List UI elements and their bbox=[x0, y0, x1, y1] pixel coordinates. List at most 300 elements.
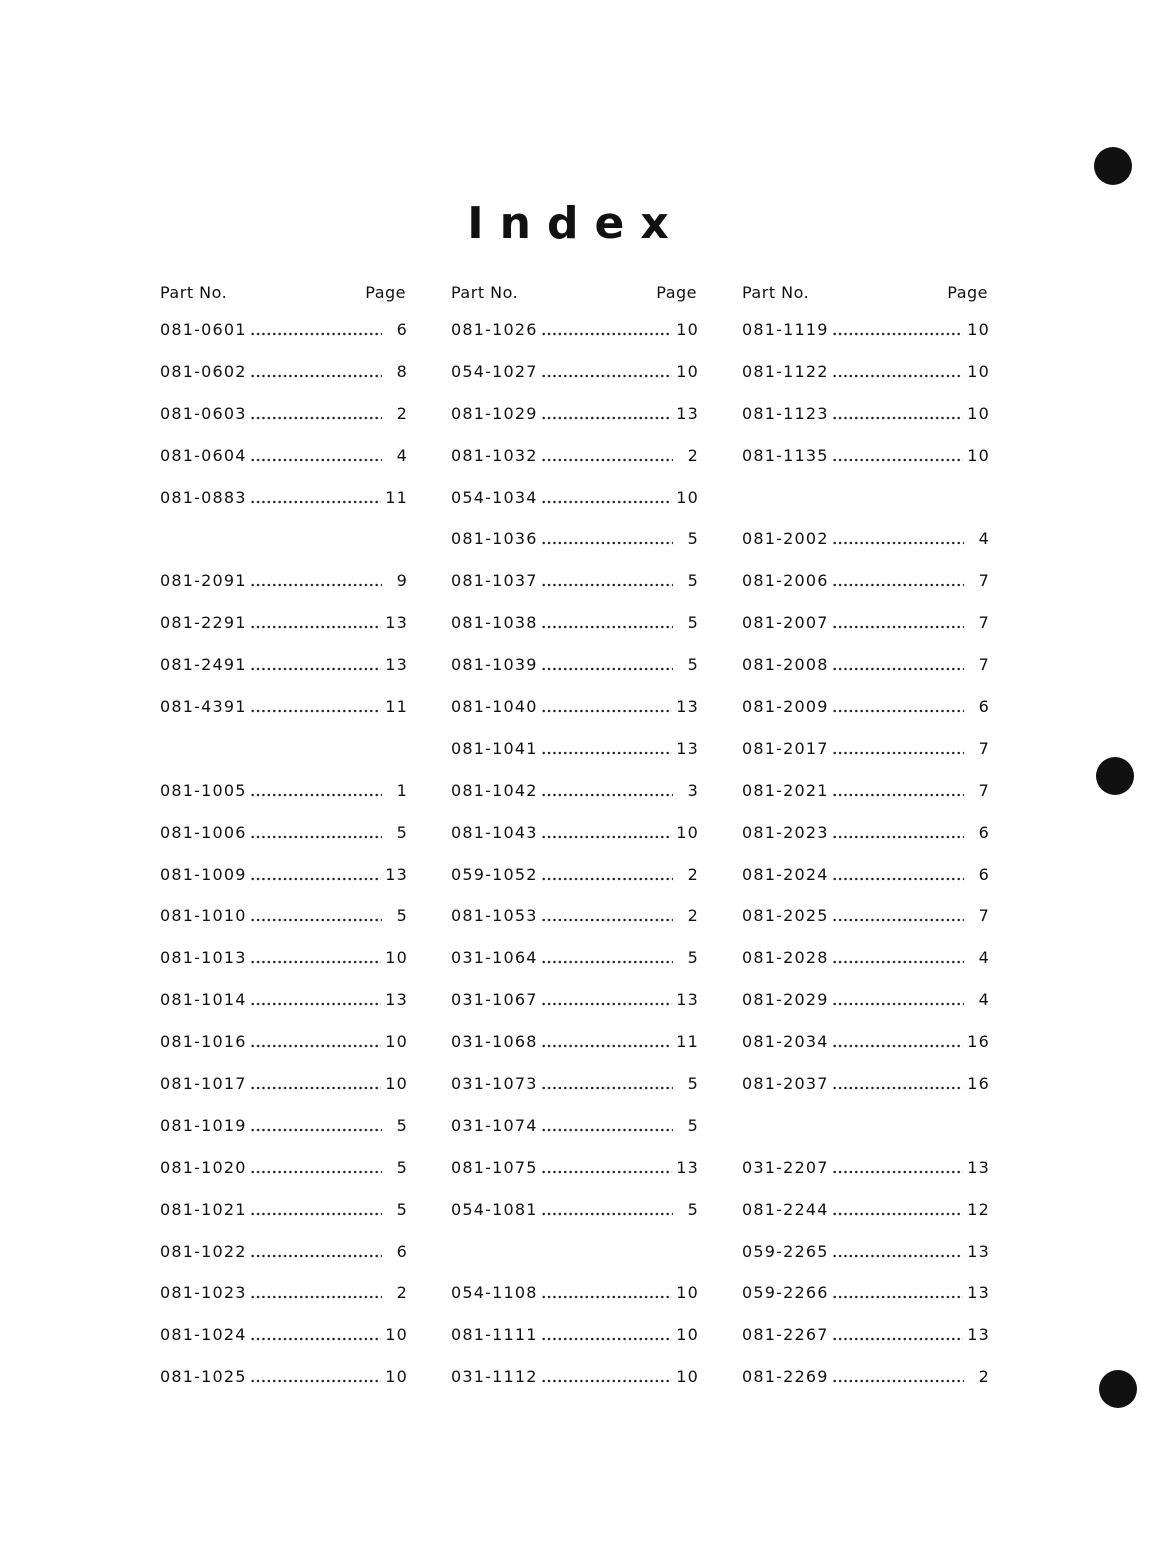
index-rows bbox=[451, 320, 699, 1409]
index-entry bbox=[451, 529, 699, 571]
part-number: 081-2008 bbox=[742, 655, 829, 675]
punch-hole-middle bbox=[1096, 757, 1134, 795]
index-entry bbox=[160, 488, 408, 530]
dot-leader bbox=[541, 915, 673, 925]
part-number: 031-2207 bbox=[742, 1157, 829, 1177]
part-number: 031-1068 bbox=[451, 1032, 538, 1052]
part-number: 081-1005 bbox=[160, 780, 247, 800]
part-number: 081-2267 bbox=[742, 1325, 829, 1345]
dot-leader bbox=[832, 957, 964, 967]
dot-leader bbox=[250, 371, 382, 381]
index-entry bbox=[742, 739, 990, 781]
index-spacer bbox=[160, 529, 408, 571]
part-number: 081-1021 bbox=[160, 1199, 247, 1219]
page-number: 5 bbox=[687, 655, 699, 675]
index-entry bbox=[451, 1283, 699, 1325]
page-number: 6 bbox=[978, 864, 990, 884]
page-number: 5 bbox=[687, 1199, 699, 1219]
page-number: 2 bbox=[687, 864, 699, 884]
index-entry bbox=[160, 1116, 408, 1158]
part-number: 031-1112 bbox=[451, 1367, 538, 1387]
page-number: 10 bbox=[676, 822, 699, 842]
part-number: 054-1027 bbox=[451, 361, 538, 381]
index-entry bbox=[451, 697, 699, 739]
index-entry bbox=[742, 1158, 990, 1200]
part-number: 081-2491 bbox=[160, 655, 247, 675]
index-rows bbox=[742, 320, 990, 1409]
part-number: 081-1075 bbox=[451, 1157, 538, 1177]
dot-leader bbox=[541, 538, 673, 548]
index-entry bbox=[160, 655, 408, 697]
page-number: 5 bbox=[396, 822, 408, 842]
index-entry bbox=[451, 362, 699, 404]
page-number: 13 bbox=[967, 1157, 990, 1177]
dot-leader bbox=[541, 580, 673, 590]
page-number: 6 bbox=[978, 697, 990, 717]
index-entry bbox=[742, 446, 990, 488]
part-number: 081-1040 bbox=[451, 697, 538, 717]
dot-leader bbox=[541, 413, 673, 423]
page-number: 7 bbox=[978, 780, 990, 800]
index-entry bbox=[160, 446, 408, 488]
index-entry bbox=[160, 1158, 408, 1200]
page-number: 2 bbox=[396, 403, 408, 423]
page-number: 10 bbox=[385, 1032, 408, 1052]
part-number: 081-2021 bbox=[742, 780, 829, 800]
part-number: 081-1023 bbox=[160, 1283, 247, 1303]
dot-leader bbox=[832, 580, 964, 590]
part-number: 081-1135 bbox=[742, 445, 829, 465]
index-entry bbox=[451, 571, 699, 613]
page-number: 10 bbox=[967, 361, 990, 381]
part-number: 081-0602 bbox=[160, 361, 247, 381]
dot-leader bbox=[250, 622, 382, 632]
index-entry bbox=[742, 613, 990, 655]
dot-leader bbox=[541, 329, 673, 339]
part-number: 081-2002 bbox=[742, 529, 829, 549]
index-entry bbox=[742, 529, 990, 571]
dot-leader bbox=[832, 1251, 964, 1261]
part-number: 081-1029 bbox=[451, 403, 538, 423]
page-number: 13 bbox=[385, 613, 408, 633]
index-entry bbox=[160, 1200, 408, 1242]
index-entry bbox=[742, 362, 990, 404]
part-number: 059-2265 bbox=[742, 1241, 829, 1261]
page-number: 13 bbox=[676, 697, 699, 717]
index-entry bbox=[451, 906, 699, 948]
dot-leader bbox=[832, 664, 964, 674]
part-number: 081-1017 bbox=[160, 1074, 247, 1094]
index-entry bbox=[742, 320, 990, 362]
dot-leader bbox=[832, 1209, 964, 1219]
part-number: 081-1043 bbox=[451, 822, 538, 842]
page-number: 5 bbox=[687, 1074, 699, 1094]
page-number: 10 bbox=[676, 320, 699, 339]
part-number: 081-1014 bbox=[160, 990, 247, 1010]
index-entry bbox=[451, 655, 699, 697]
page-number: 10 bbox=[676, 487, 699, 507]
dot-leader bbox=[541, 371, 673, 381]
dot-leader bbox=[832, 1292, 964, 1302]
part-number: 081-1122 bbox=[742, 361, 829, 381]
dot-leader bbox=[832, 832, 964, 842]
page-number: 13 bbox=[676, 1157, 699, 1177]
page-header: Page bbox=[947, 283, 988, 302]
index-entry bbox=[451, 781, 699, 823]
part-number: 054-1034 bbox=[451, 487, 538, 507]
dot-leader bbox=[832, 706, 964, 716]
index-entry bbox=[160, 362, 408, 404]
dot-leader bbox=[832, 790, 964, 800]
dot-leader bbox=[832, 455, 964, 465]
page-number: 10 bbox=[676, 1367, 699, 1387]
index-entry bbox=[451, 1367, 699, 1409]
part-number: 081-2091 bbox=[160, 571, 247, 591]
index-entry bbox=[451, 1116, 699, 1158]
punch-hole-bottom bbox=[1099, 1370, 1137, 1408]
dot-leader bbox=[541, 748, 673, 758]
index-column-1 bbox=[160, 283, 408, 1387]
page-number: 13 bbox=[967, 1325, 990, 1345]
dot-leader bbox=[541, 1334, 673, 1344]
index-entry bbox=[451, 739, 699, 781]
page-number: 10 bbox=[676, 1325, 699, 1345]
index-entry bbox=[160, 865, 408, 907]
punch-hole-top bbox=[1094, 147, 1132, 185]
part-number: 081-1006 bbox=[160, 822, 247, 842]
index-entry bbox=[742, 823, 990, 865]
page-number: 1 bbox=[396, 780, 408, 800]
dot-leader bbox=[250, 832, 382, 842]
page-header: Page bbox=[365, 283, 406, 302]
part-number: 081-2006 bbox=[742, 571, 829, 591]
dot-leader bbox=[250, 1209, 382, 1219]
dot-leader bbox=[250, 1376, 382, 1386]
index-entry bbox=[160, 1367, 408, 1409]
dot-leader bbox=[250, 664, 382, 674]
dot-leader bbox=[832, 1167, 964, 1177]
dot-leader bbox=[541, 706, 673, 716]
index-entry bbox=[742, 1367, 990, 1409]
page-number: 5 bbox=[396, 1199, 408, 1219]
part-number: 081-2034 bbox=[742, 1032, 829, 1052]
index-entry bbox=[742, 1242, 990, 1284]
index-entry bbox=[742, 990, 990, 1032]
dot-leader bbox=[541, 832, 673, 842]
index-entry bbox=[451, 823, 699, 865]
page-number: 13 bbox=[676, 403, 699, 423]
index-entry bbox=[742, 948, 990, 990]
part-number: 081-2291 bbox=[160, 613, 247, 633]
index-entry bbox=[451, 1158, 699, 1200]
page-number: 2 bbox=[687, 445, 699, 465]
index-entry bbox=[160, 1032, 408, 1074]
part-number: 081-1039 bbox=[451, 655, 538, 675]
index-entry bbox=[742, 1325, 990, 1367]
page-number: 6 bbox=[978, 822, 990, 842]
dot-leader bbox=[541, 622, 673, 632]
dot-leader bbox=[832, 874, 964, 884]
part-number: 081-2009 bbox=[742, 697, 829, 717]
dot-leader bbox=[832, 622, 964, 632]
page-number: 2 bbox=[978, 1367, 990, 1387]
part-number: 081-1032 bbox=[451, 445, 538, 465]
page-number: 4 bbox=[978, 948, 990, 968]
part-number: 081-1024 bbox=[160, 1325, 247, 1345]
column-header bbox=[160, 283, 408, 303]
part-number: 081-0604 bbox=[160, 445, 247, 465]
dot-leader bbox=[541, 455, 673, 465]
index-spacer bbox=[451, 1242, 699, 1284]
dot-leader bbox=[250, 957, 382, 967]
part-number: 081-1042 bbox=[451, 780, 538, 800]
index-entry bbox=[451, 320, 699, 362]
index-entry bbox=[451, 613, 699, 655]
index-column-3 bbox=[742, 283, 990, 1387]
part-no-header: Part No. bbox=[160, 283, 228, 302]
page-number: 10 bbox=[385, 948, 408, 968]
part-number: 081-1123 bbox=[742, 403, 829, 423]
index-entry bbox=[742, 781, 990, 823]
dot-leader bbox=[541, 1292, 673, 1302]
dot-leader bbox=[250, 1167, 382, 1177]
page-number: 6 bbox=[396, 320, 408, 339]
page-number: 5 bbox=[687, 571, 699, 591]
index-entry bbox=[451, 404, 699, 446]
dot-leader bbox=[250, 1334, 382, 1344]
part-number: 054-1081 bbox=[451, 1199, 538, 1219]
page-number: 13 bbox=[676, 990, 699, 1010]
part-number: 081-1020 bbox=[160, 1157, 247, 1177]
part-number: 081-2269 bbox=[742, 1367, 829, 1387]
index-entry bbox=[742, 1032, 990, 1074]
dot-leader bbox=[250, 999, 382, 1009]
index-entry bbox=[742, 697, 990, 739]
index-entry bbox=[160, 906, 408, 948]
part-number: 081-2007 bbox=[742, 613, 829, 633]
page-number: 10 bbox=[385, 1325, 408, 1345]
page-number: 13 bbox=[385, 990, 408, 1010]
index-entry bbox=[742, 404, 990, 446]
page-number: 10 bbox=[385, 1367, 408, 1387]
dot-leader bbox=[250, 329, 382, 339]
dot-leader bbox=[541, 874, 673, 884]
part-number: 081-1037 bbox=[451, 571, 538, 591]
part-number: 081-1111 bbox=[451, 1325, 538, 1345]
page-number: 10 bbox=[967, 403, 990, 423]
dot-leader bbox=[832, 371, 964, 381]
index-entry bbox=[742, 571, 990, 613]
page-number: 5 bbox=[396, 1157, 408, 1177]
dot-leader bbox=[250, 790, 382, 800]
part-number: 054-1108 bbox=[451, 1283, 538, 1303]
index-entry bbox=[160, 990, 408, 1032]
index-entry bbox=[160, 1325, 408, 1367]
page-number: 9 bbox=[396, 571, 408, 591]
dot-leader bbox=[250, 915, 382, 925]
page-number: 10 bbox=[676, 1283, 699, 1303]
index-entry bbox=[451, 1200, 699, 1242]
page-number: 7 bbox=[978, 571, 990, 591]
index-entry bbox=[742, 1200, 990, 1242]
part-number: 081-2025 bbox=[742, 906, 829, 926]
index-entry bbox=[160, 613, 408, 655]
index-entry bbox=[451, 446, 699, 488]
part-number: 081-2037 bbox=[742, 1074, 829, 1094]
index-entry bbox=[451, 1032, 699, 1074]
part-number: 081-1019 bbox=[160, 1115, 247, 1135]
index-entry bbox=[451, 488, 699, 530]
part-number: 081-1016 bbox=[160, 1032, 247, 1052]
index-entry bbox=[160, 404, 408, 446]
dot-leader bbox=[832, 748, 964, 758]
dot-leader bbox=[250, 497, 382, 507]
part-number: 081-2024 bbox=[742, 864, 829, 884]
index-entry bbox=[160, 571, 408, 613]
dot-leader bbox=[832, 915, 964, 925]
dot-leader bbox=[541, 957, 673, 967]
page-number: 5 bbox=[396, 906, 408, 926]
part-number: 081-1036 bbox=[451, 529, 538, 549]
index-entry bbox=[451, 948, 699, 990]
part-number: 081-2023 bbox=[742, 822, 829, 842]
part-number: 031-1064 bbox=[451, 948, 538, 968]
dot-leader bbox=[541, 1083, 673, 1093]
page-number: 10 bbox=[967, 320, 990, 339]
page-number: 13 bbox=[385, 655, 408, 675]
index-entry bbox=[160, 781, 408, 823]
part-number: 081-1013 bbox=[160, 948, 247, 968]
page-number: 11 bbox=[385, 487, 408, 507]
part-number: 081-1026 bbox=[451, 320, 538, 339]
dot-leader bbox=[832, 1083, 964, 1093]
dot-leader bbox=[541, 999, 673, 1009]
dot-leader bbox=[541, 497, 673, 507]
page-number: 5 bbox=[687, 613, 699, 633]
dot-leader bbox=[832, 1376, 964, 1386]
part-number: 081-1038 bbox=[451, 613, 538, 633]
page-number: 7 bbox=[978, 906, 990, 926]
dot-leader bbox=[250, 1251, 382, 1261]
index-entry bbox=[160, 948, 408, 990]
page-number: 11 bbox=[676, 1032, 699, 1052]
page-number: 13 bbox=[385, 864, 408, 884]
part-number: 081-4391 bbox=[160, 697, 247, 717]
part-number: 031-1073 bbox=[451, 1074, 538, 1094]
dot-leader bbox=[250, 580, 382, 590]
part-number: 081-1022 bbox=[160, 1241, 247, 1261]
index-entry bbox=[160, 1074, 408, 1116]
part-number: 081-1010 bbox=[160, 906, 247, 926]
dot-leader bbox=[250, 874, 382, 884]
part-number: 059-2266 bbox=[742, 1283, 829, 1303]
dot-leader bbox=[541, 1167, 673, 1177]
dot-leader bbox=[250, 413, 382, 423]
part-number: 081-0603 bbox=[160, 403, 247, 423]
dot-leader bbox=[250, 455, 382, 465]
part-number: 031-1074 bbox=[451, 1115, 538, 1135]
dot-leader bbox=[832, 999, 964, 1009]
page-number: 4 bbox=[978, 990, 990, 1010]
page-number: 7 bbox=[978, 655, 990, 675]
page-number: 8 bbox=[396, 361, 408, 381]
part-no-header: Part No. bbox=[451, 283, 519, 302]
page-number: 10 bbox=[385, 1074, 408, 1094]
dot-leader bbox=[832, 413, 964, 423]
index-entry bbox=[160, 1242, 408, 1284]
part-number: 081-1119 bbox=[742, 320, 829, 339]
page-number: 13 bbox=[967, 1283, 990, 1303]
page-number: 16 bbox=[967, 1032, 990, 1052]
index-entry bbox=[160, 823, 408, 865]
dot-leader bbox=[832, 1334, 964, 1344]
part-number: 081-1009 bbox=[160, 864, 247, 884]
part-number: 081-1025 bbox=[160, 1367, 247, 1387]
page-number: 2 bbox=[687, 906, 699, 926]
dot-leader bbox=[541, 1376, 673, 1386]
dot-leader bbox=[541, 790, 673, 800]
index-entry bbox=[742, 865, 990, 907]
index-entry bbox=[451, 1074, 699, 1116]
dot-leader bbox=[832, 538, 964, 548]
part-number: 081-2017 bbox=[742, 738, 829, 758]
dot-leader bbox=[541, 664, 673, 674]
page-number: 12 bbox=[967, 1199, 990, 1219]
part-number: 081-2244 bbox=[742, 1199, 829, 1219]
dot-leader bbox=[250, 1083, 382, 1093]
index-spacer bbox=[742, 488, 990, 530]
column-header bbox=[742, 283, 990, 303]
page-number: 16 bbox=[967, 1074, 990, 1094]
dot-leader bbox=[832, 1041, 964, 1051]
dot-leader bbox=[250, 706, 382, 716]
part-number: 059-1052 bbox=[451, 864, 538, 884]
page-number: 10 bbox=[967, 445, 990, 465]
dot-leader bbox=[541, 1209, 673, 1219]
dot-leader bbox=[541, 1125, 673, 1135]
index-rows bbox=[160, 320, 408, 1409]
part-no-header: Part No. bbox=[742, 283, 810, 302]
page-number: 2 bbox=[396, 1283, 408, 1303]
page-number: 5 bbox=[687, 948, 699, 968]
page-number: 13 bbox=[676, 738, 699, 758]
dot-leader bbox=[832, 329, 964, 339]
page-number: 13 bbox=[967, 1241, 990, 1261]
page-number: 4 bbox=[978, 529, 990, 549]
dot-leader bbox=[250, 1125, 382, 1135]
dot-leader bbox=[250, 1292, 382, 1302]
page-number: 11 bbox=[385, 697, 408, 717]
part-number: 081-0883 bbox=[160, 487, 247, 507]
page-number: 4 bbox=[396, 445, 408, 465]
page-number: 3 bbox=[687, 780, 699, 800]
index-entry bbox=[160, 1283, 408, 1325]
part-number: 081-0601 bbox=[160, 320, 247, 339]
part-number: 081-2028 bbox=[742, 948, 829, 968]
page-number: 5 bbox=[687, 529, 699, 549]
index-entry bbox=[742, 655, 990, 697]
part-number: 081-1041 bbox=[451, 738, 538, 758]
index-entry bbox=[742, 906, 990, 948]
index-entry bbox=[160, 320, 408, 362]
index-entry bbox=[160, 697, 408, 739]
page-number: 7 bbox=[978, 738, 990, 758]
page-number: 5 bbox=[687, 1115, 699, 1135]
index-spacer bbox=[742, 1116, 990, 1158]
page-number: 10 bbox=[676, 361, 699, 381]
page-number: 5 bbox=[396, 1115, 408, 1135]
index-spacer bbox=[160, 739, 408, 781]
